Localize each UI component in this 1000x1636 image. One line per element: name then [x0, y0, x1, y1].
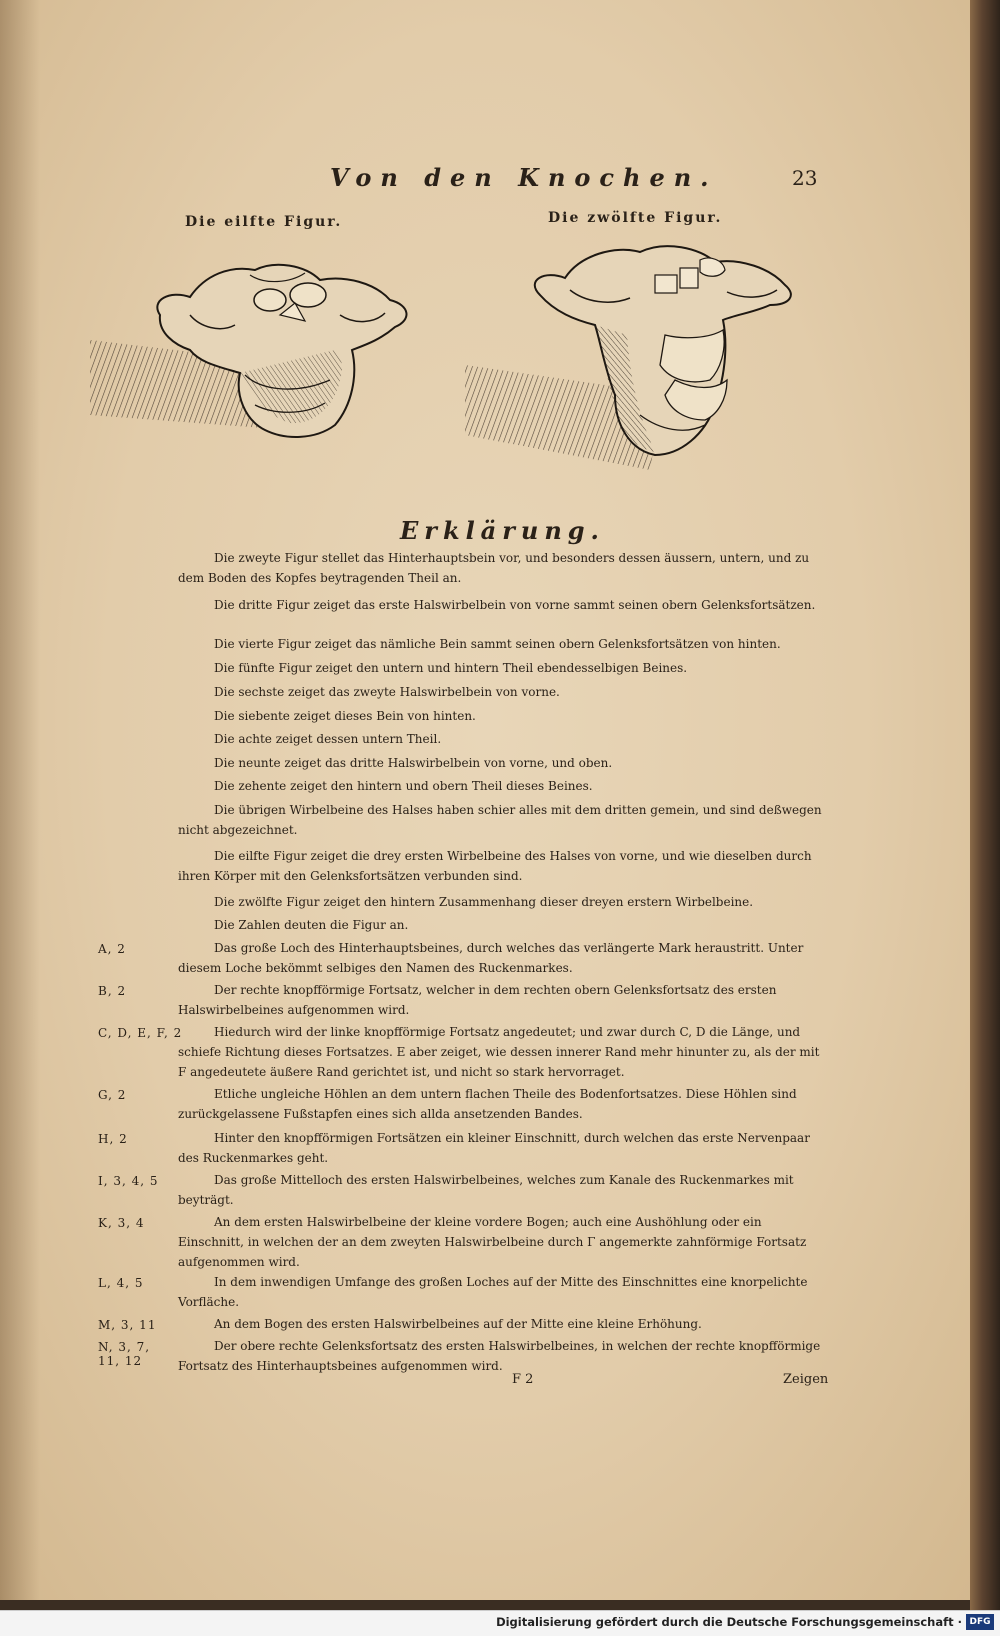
margin-label: C, D, E, F, 2 — [98, 1026, 183, 1040]
margin-label: A, 2 — [98, 942, 126, 956]
reference-text: Der rechte knopfförmige Fortsatz, welcher in dem rechten obern Gelenksfortsatz des ersten Halswirbelbeines aufgenommen wird. — [178, 983, 777, 1017]
signature-mark: F 2 — [512, 1372, 534, 1387]
explanation-paragraph: Die Zahlen deuten die Figur an. — [214, 918, 409, 932]
margin-label: N, 3, 7, 11, 12 — [98, 1340, 151, 1368]
gutter-shadow — [0, 0, 40, 1600]
margin-label: B, 2 — [98, 984, 127, 998]
explanation-paragraph: Die vierte Figur zeiget das nämliche Bein sammt seinen obern Gelenksfortsätzen von hinten. — [214, 637, 781, 651]
explanation-paragraph: Die siebente zeiget dieses Bein von hinten. — [214, 709, 476, 723]
explanation-paragraph: Die eilfte Figur zeiget die drey ersten Wirbelbeine des Halses von vorne, und wie dieselben durch ihren Körper mit den Gelenksfortsätzen verbunden sind. — [178, 849, 812, 883]
margin-label: H, 2 — [98, 1132, 128, 1146]
digitization-note: Digitalisierung gefördert durch die Deutsche Forschungsgemeinschaft · — [496, 1615, 962, 1629]
explanation-paragraph: Die zehente zeiget den hintern und obern Theil dieses Beines. — [214, 779, 593, 793]
digitization-footer — [0, 1610, 1000, 1636]
explanation-paragraph: Die sechste zeiget das zweyte Halswirbelbein von vorne. — [214, 685, 560, 699]
margin-label: I, 3, 4, 5 — [98, 1174, 159, 1188]
margin-label: M, 3, 11 — [98, 1318, 157, 1332]
reference-text: Hiedurch wird der linke knopfförmige Fortsatz angedeutet; und zwar durch C, D die Länge, und schiefe Richtung dieses Fortsatzes. E aber zeiget, wie dessen innerer Rand mehr hinunter zu, als der mit F angedeutete äußere Rand gerichtet ist, und nicht so stark hervorraget. — [178, 1025, 820, 1079]
book-edge — [970, 0, 1000, 1610]
page-number: 23 — [792, 166, 818, 190]
reference-text: An dem Bogen des ersten Halswirbelbeines auf der Mitte eine kleine Erhöhung. — [214, 1317, 702, 1331]
reference-text: In dem inwendigen Umfange des großen Loches auf der Mitte des Einschnittes eine knorpelichte Vorfläche. — [178, 1275, 808, 1309]
cervical-vertebrae-front-engraving — [90, 255, 430, 455]
explanation-paragraph: Die dritte Figur zeiget das erste Halswirbelbein von vorne sammt seinen obern Gelenksfortsätzen. — [214, 598, 816, 612]
margin-label: L, 4, 5 — [98, 1276, 144, 1290]
section-heading: Erklärung. — [400, 516, 605, 545]
explanation-paragraph: Die zweyte Figur stellet das Hinterhauptsbein vor, und besonders dessen äussern, untern, und zu dem Boden des Kopfes beytragenden Theil an. — [178, 551, 810, 585]
explanation-paragraph: Die achte zeiget dessen untern Theil. — [214, 732, 442, 746]
reference-text: Etliche ungleiche Höhlen an dem untern flachen Theile des Bodenfortsatzes. Diese Höhlen sind zurückgelassene Fußstapfen eines sich allda ansetzenden Bandes. — [178, 1087, 797, 1121]
explanation-paragraph: Die fünfte Figur zeiget den untern und hintern Theil ebendesselbigen Beines. — [214, 661, 688, 675]
catchword: Zeigen — [783, 1372, 829, 1387]
reference-text: Der obere rechte Gelenksfortsatz des ersten Halswirbelbeines, in welchen der rechte knopfförmige Fortsatz des Hinterhauptsbeines aufgenommen wird. — [178, 1339, 821, 1373]
margin-label: K, 3, 4 — [98, 1216, 145, 1230]
figure-11-caption: Die eilfte Figur. — [185, 214, 343, 230]
reference-text: Hinter den knopfförmigen Fortsätzen ein kleiner Einschnitt, durch welchen das erste Nervenpaar des Ruckenmarkes geht. — [178, 1131, 810, 1165]
margin-label: G, 2 — [98, 1088, 127, 1102]
explanation-paragraph: Die zwölfte Figur zeiget den hintern Zusammenhang dieser dreyen erstern Wirbelbeine. — [214, 895, 754, 909]
reference-text: Das große Mittelloch des ersten Halswirbelbeines, welches zum Kanale des Ruckenmarkes mit beyträgt. — [178, 1173, 794, 1207]
explanation-paragraph: Die übrigen Wirbelbeine des Halses haben schier alles mit dem dritten gemein, und sind deßwegen nicht abgezeichnet. — [178, 803, 822, 837]
figure-12-caption: Die zwölfte Figur. — [548, 210, 723, 226]
explanation-paragraph: Die neunte zeiget das dritte Halswirbelbein von vorne, und oben. — [214, 756, 613, 770]
cervical-vertebrae-back-engraving — [465, 240, 815, 480]
reference-text: Das große Loch des Hinterhauptsbeines, durch welches das verlängerte Mark heraustritt. Unter diesem Loche bekömmt selbiges den Namen des Ruckenmarkes. — [178, 941, 804, 975]
reference-text: An dem ersten Halswirbelbeine der kleine vordere Bogen; auch eine Aushöhlung oder ein Einschnitt, in welchen der an dem zweyten Halswirbelbeine durch Γ angemerkte zahnförmige Fortsatz aufgenommen wird. — [178, 1215, 807, 1269]
dfg-logo: DFG — [966, 1614, 994, 1630]
running-title: Von den Knochen. — [330, 163, 718, 192]
